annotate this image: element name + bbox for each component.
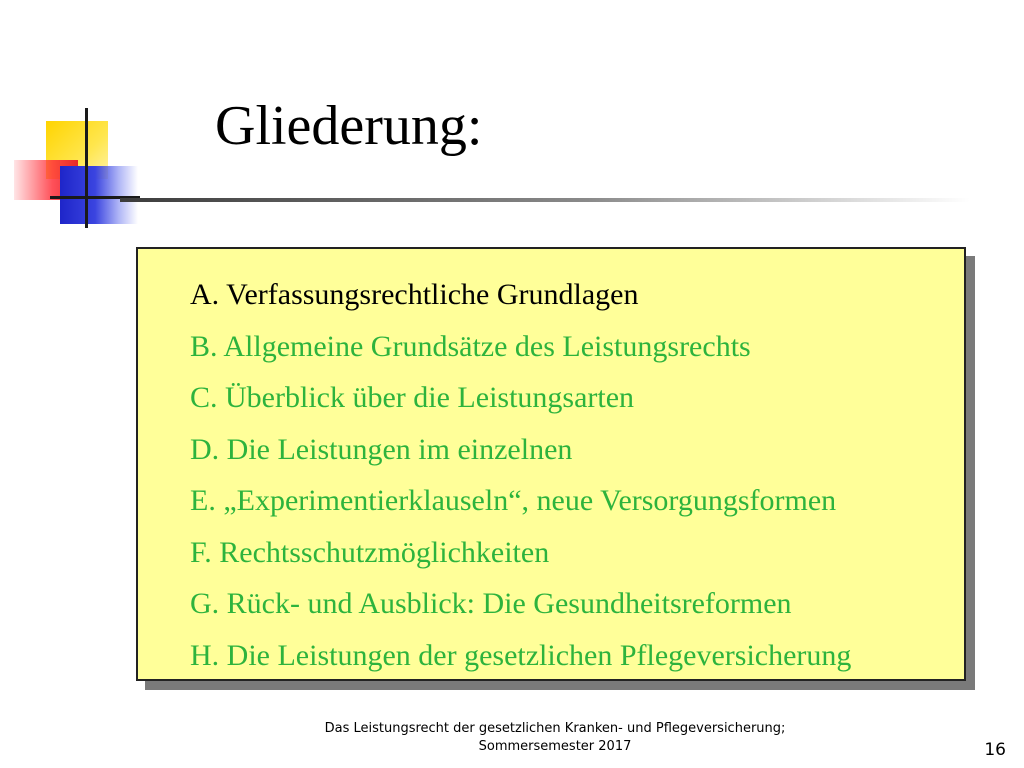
outline-item-g: G. Rück- und Ausblick: Die Gesundheitsreformen [190,587,792,620]
slide-logo-decoration [0,0,200,240]
outline-item-f: F. Rechtsschutzmöglichkeiten [190,535,550,569]
outline-item-b: B. Allgemeine Grundsätze des Leistungsrechts [190,329,751,363]
logo-vertical-line [85,108,88,228]
logo-blue-square [60,166,138,224]
footer-semester: Sommersemester 2017 [478,739,632,754]
outline-list [190,269,851,681]
outline-item-h: H. Die Leistungen der gesetzlichen Pflegeversicherung [190,638,852,672]
slide-footer [300,720,810,756]
title-underline [120,198,970,202]
outline-item-d: D. Die Leistungen im einzelnen [190,432,573,466]
slide-title: Gliederung: [215,95,483,157]
outline-item-c: C. Überblick über die Leistungsarten [190,381,635,414]
page-number: 16 [984,740,1006,760]
outline-item-e: E. „Experimentierklauseln“, neue Versorgungsformen [190,484,837,517]
outline-item-a: A. Verfassungsrechtliche Grundlagen [190,278,639,311]
footer-course-title: Das Leistungsrecht der gesetzlichen Kranken- und Pflegeversicherung; [324,721,786,736]
outline-box [136,247,966,681]
